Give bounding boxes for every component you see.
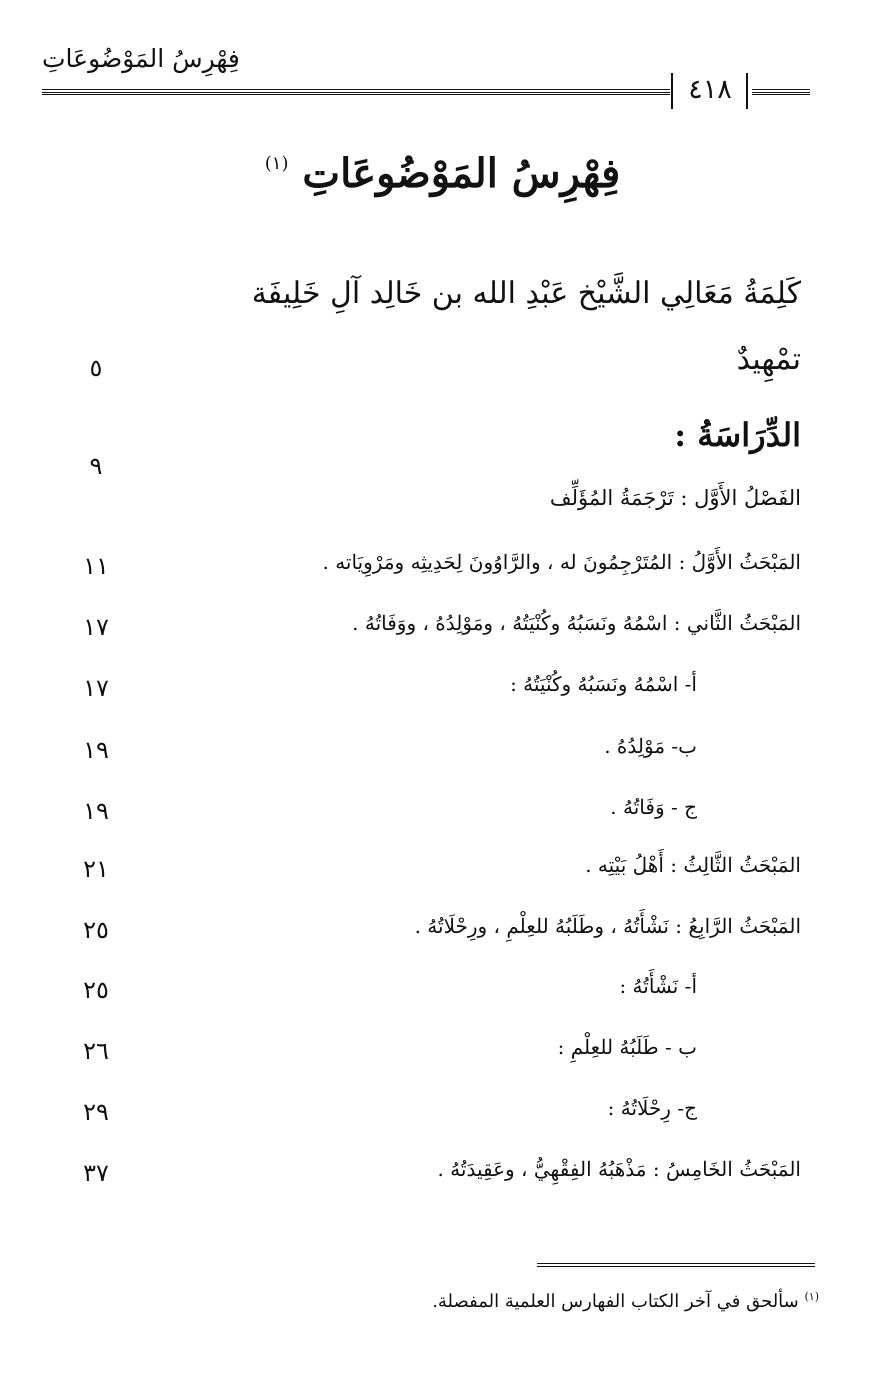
toc-page: ٢١: [83, 855, 109, 883]
toc-entry: المَبْحَثُ الخَامِسُ : مَذْهَبُهُ الفِقْهِيُّ ، وعَقِيدَتُهُ .: [437, 1157, 801, 1181]
toc-page: ١٧: [83, 613, 109, 641]
page-number: ٤١٨: [688, 74, 732, 105]
toc-page: ١٩: [83, 736, 109, 764]
toc-page-study: ٩: [89, 452, 103, 480]
page-title: [200, 150, 685, 197]
toc-page-preface: ٥: [89, 354, 103, 382]
toc-entry: المَبْحَثُ الأَوَّلُ : المُتَرْجِمُونَ له ، والرَّاوُونَ لِحَدِيثِه ومَرْوِيَاته .: [322, 550, 801, 574]
toc-entry-preface: تمْهِيدٌ: [736, 342, 801, 377]
toc-page: ٢٩: [83, 1098, 109, 1126]
header-rule-right: [752, 89, 810, 95]
toc-page: ١١: [83, 552, 109, 580]
footnote-rule: [537, 1263, 815, 1267]
title-footnote-marker[interactable]: (١): [264, 153, 289, 174]
toc-page: ٢٦: [83, 1037, 109, 1065]
toc-subentry: ج - وَفَاتُهُ .: [610, 795, 697, 819]
footnote-text: سألحق في آخر الكتاب الفهارس العلمية المفصلة.: [432, 1291, 799, 1312]
toc-page: ١٩: [83, 797, 109, 825]
toc-chapter-1: الفَصْلُ الأَوَّل : تَرْجَمَةُ المُؤَلِّف: [549, 486, 801, 510]
header-bar-right: [746, 73, 748, 109]
toc-subentry: ج- رِحْلَاتُهُ :: [607, 1096, 697, 1120]
toc-page: ٢٥: [83, 916, 109, 944]
title-text: فِهْرِسُ المَوْضُوعَاتِ: [302, 150, 621, 197]
toc-section-study: الدِّرَاسَةُ :: [674, 416, 801, 454]
toc-entry-foreword: كَلِمَةُ مَعَالِي الشَّيْخ عَبْدِ الله بن خَالِد آلِ خَلِيفَة: [251, 276, 801, 311]
toc-subentry: ب - طَلَبُهُ للعِلْمِ :: [557, 1035, 697, 1059]
toc-page: ٢٥: [83, 976, 109, 1004]
toc-subentry: أ- اسْمُهُ ونَسَبُهُ وكُنْيَتُهُ :: [510, 672, 697, 696]
footnote: [432, 1290, 819, 1312]
toc-subentry: أ- نَشْأَتُهُ :: [619, 974, 697, 998]
toc-page: ١٧: [83, 674, 109, 702]
footnote-marker: (١): [804, 1290, 819, 1303]
header-bar-left: [671, 73, 673, 109]
running-title: فِهْرِسُ المَوْضُوعَاتِ: [42, 44, 240, 73]
toc-entry: المَبْحَثُ الثَّالِثُ : أَهْلُ بَيْتِه .: [585, 853, 801, 877]
toc-page: ٣٧: [83, 1159, 109, 1187]
toc-entry: المَبْحَثُ الثَّاني : اسْمُهُ ونَسَبُهُ وكُنْيَتُهُ ، ومَوْلِدُهُ ، ووَفَاتُهُ .: [352, 611, 801, 635]
header-rule-left: [42, 89, 670, 95]
toc-subentry: ب- مَوْلِدُهُ .: [604, 734, 697, 758]
toc-entry: المَبْحَثُ الرَّابِعُ : نَشْأَتُهُ ، وطَلَبُهُ للعِلْمِ ، ورِحْلَاتُهُ .: [414, 914, 801, 938]
